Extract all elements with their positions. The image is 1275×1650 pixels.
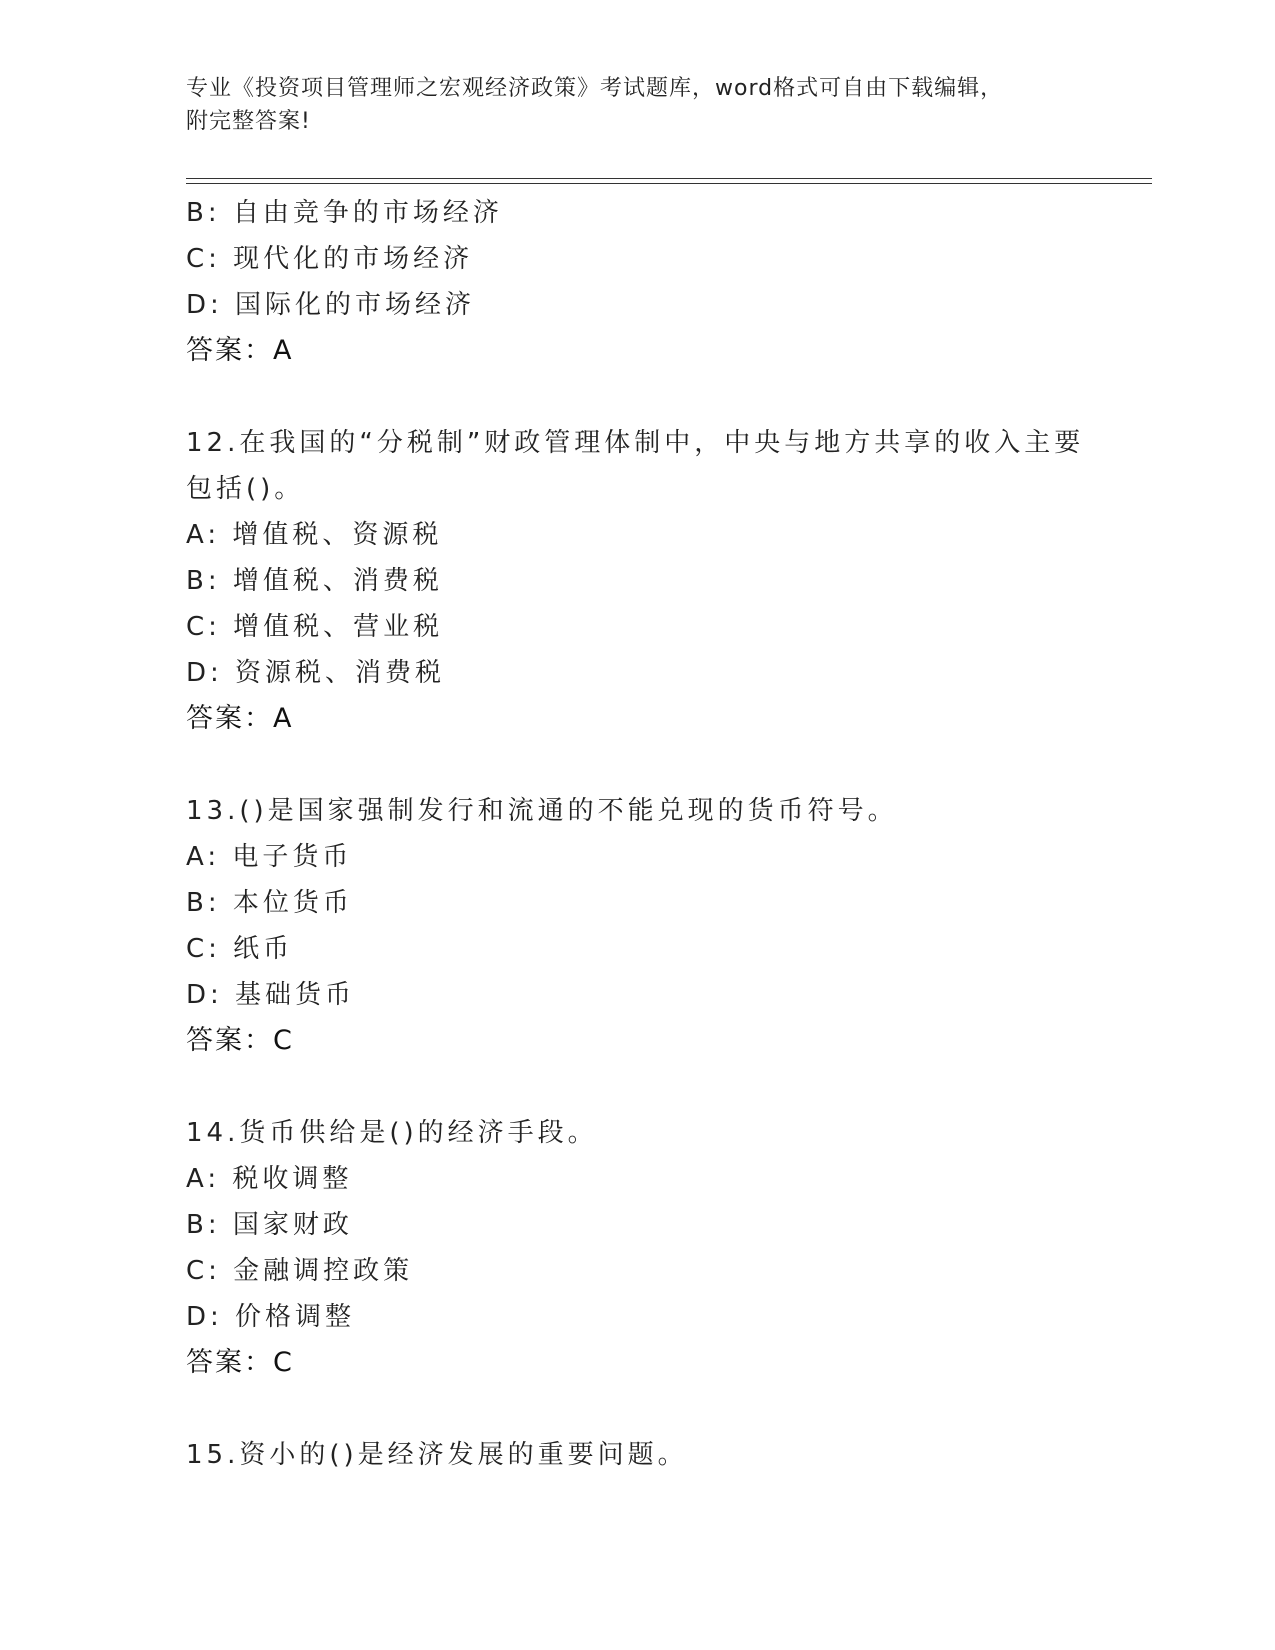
header-divider-bottom <box>186 183 1152 184</box>
question-title: 14.货币供给是()的经济手段。 <box>186 1118 598 1148</box>
question-block-13 <box>186 788 1146 1064</box>
document-header <box>186 72 1086 138</box>
spacer <box>186 742 1146 788</box>
header-divider-top <box>186 178 1152 179</box>
option-a: A: 电子货币 <box>186 842 353 872</box>
question-list <box>186 190 1146 1478</box>
option-b: B: 本位货币 <box>186 888 353 918</box>
option-d: D: 资源税、消费税 <box>186 658 446 688</box>
option-b: B: 增值税、消费税 <box>186 566 443 596</box>
question-block-11-continued <box>186 190 1146 374</box>
option-b: B: 自由竞争的市场经济 <box>186 198 503 228</box>
option-c: C: 现代化的市场经济 <box>186 244 474 274</box>
option-a: A: 增值税、资源税 <box>186 520 443 550</box>
question-title-continued: 包括()。 <box>186 474 305 504</box>
answer-line: 答案：A <box>186 703 294 734</box>
option-b: B: 国家财政 <box>186 1210 353 1240</box>
option-c: C: 金融调控政策 <box>186 1256 414 1286</box>
answer-line: 答案：A <box>186 335 294 366</box>
answer-line: 答案：C <box>186 1347 294 1378</box>
question-block-12 <box>186 420 1146 742</box>
option-a: A: 税收调整 <box>186 1164 353 1194</box>
option-d: D: 基础货币 <box>186 980 356 1010</box>
spacer <box>186 1386 1146 1432</box>
option-c: C: 增值税、营业税 <box>186 612 444 642</box>
question-block-15 <box>186 1432 1146 1478</box>
question-block-14 <box>186 1110 1146 1386</box>
header-line-1: 专业《投资项目管理师之宏观经济政策》考试题库，word格式可自由下载编辑， <box>186 76 1004 101</box>
option-d: D: 国际化的市场经济 <box>186 290 476 320</box>
spacer <box>186 374 1146 420</box>
answer-line: 答案：C <box>186 1025 294 1056</box>
header-line-2: 附完整答案! <box>186 109 311 134</box>
question-title: 12.在我国的“分税制”财政管理体制中，中央与地方共享的收入主要 <box>186 428 1085 458</box>
question-title: 15.资小的()是经济发展的重要问题。 <box>186 1440 688 1470</box>
question-title: 13.()是国家强制发行和流通的不能兑现的货币符号。 <box>186 796 898 826</box>
spacer <box>186 1064 1146 1110</box>
option-c: C: 纸币 <box>186 934 294 964</box>
option-d: D: 价格调整 <box>186 1302 356 1332</box>
